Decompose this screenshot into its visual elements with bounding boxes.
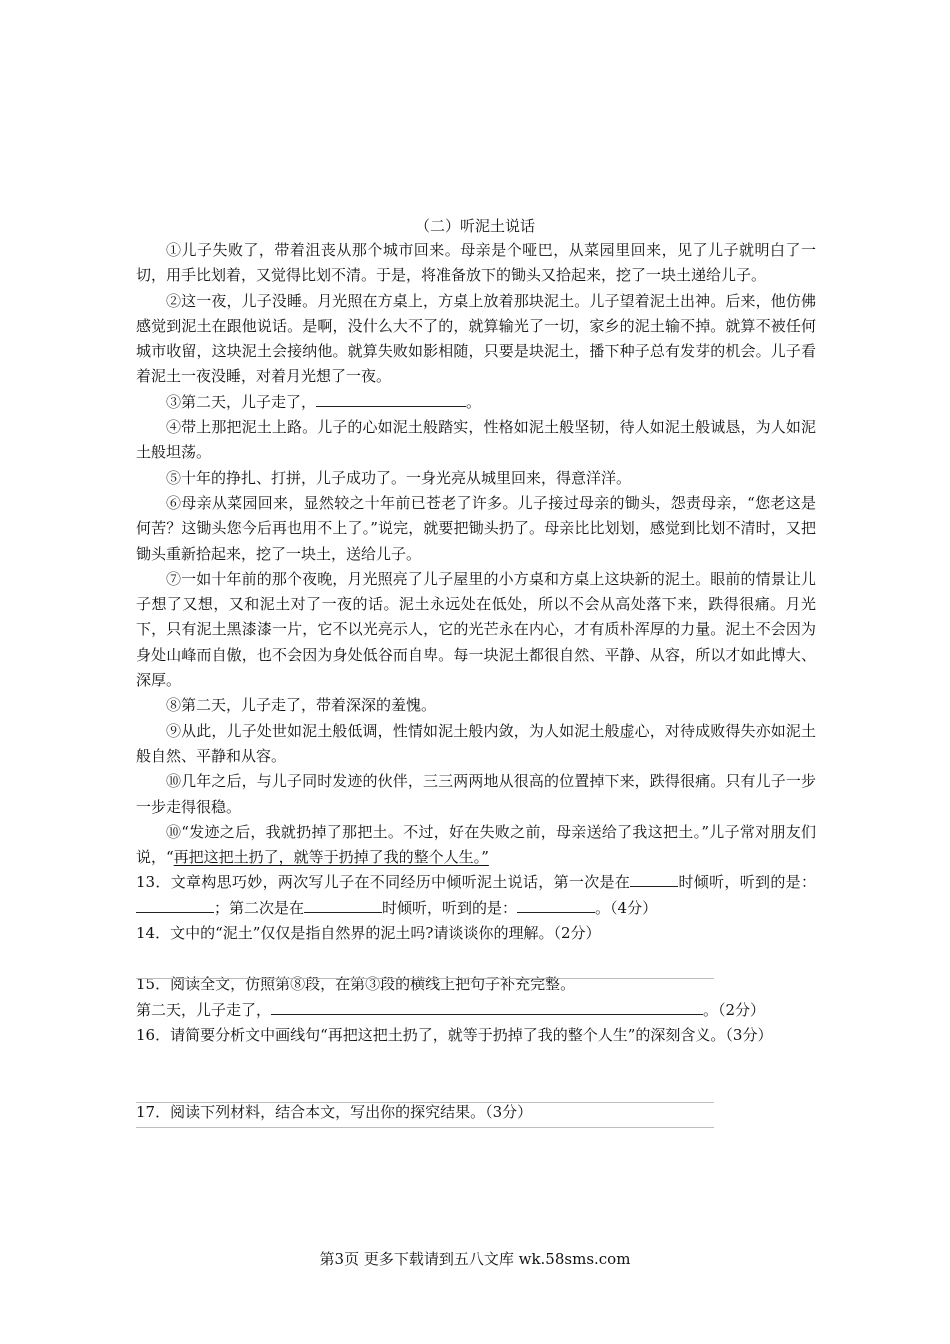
paragraph-7: ⑦一如十年前的那个夜晚，月光照亮了儿子屋里的小方桌和方桌上这块新的泥土。眼前的情景让儿子想了又想，又和泥土对了一夜的话。泥土永远处在低处，所以不会从高处落下来，跌得很痛。月光下，只有泥土黑漆漆一片，它不以光亮示人，它的光芒永在内心，才有质朴浑厚的力量。泥土不会因为身处山峰而自傲，也不会因为身处低谷而自卑。每一块泥土都很自然、平静、从容，所以才如此博大、深厚。: [136, 569, 816, 690]
paragraph-6: ⑥母亲从菜园回来，显然较之十年前已苍老了许多。儿子接过母亲的锄头，怨责母亲，“您老这是何苦？这锄头您今后再也用不上了。”说完，就要把锄头扔了。母亲比比划划，感觉到比划不清时，又把锄头重新拾起来，挖了一块土，送给儿子。: [136, 493, 816, 563]
page-footer: 第3页 更多下载请到五八文库 wk.58sms.com: [319, 1250, 631, 1268]
paragraph-10: ⑩几年之后，与儿子同时发迹的伙伴，三三两两地从很高的位置掉下来，跌得很痛。只有儿子一步一步走得很稳。: [136, 772, 816, 816]
paragraph-3: [136, 390, 816, 415]
question-13-text-d: 时倾听，听到的是：: [382, 898, 518, 917]
paragraph-11-close-quote: ”: [481, 848, 489, 867]
question-13-text-a: 13．文章构思巧妙，两次写儿子在不同经历中倾听泥土说话，第一次是在: [136, 873, 631, 892]
paragraph-11: [136, 820, 816, 871]
question-15-blank[interactable]: [271, 1000, 703, 1015]
answer-line-q16-1[interactable]: [136, 1102, 714, 1103]
answer-line-q14[interactable]: [136, 978, 714, 979]
question-13-blank-1[interactable]: [630, 872, 678, 887]
section-title: （二）听泥土说话: [414, 217, 535, 235]
question-17: 17．阅读下列材料，结合本文，写出你的探究结果。（3分）: [136, 1103, 533, 1122]
paragraph-3-blank[interactable]: [316, 392, 466, 407]
paragraph-11-text: ⑩“发迹之后，我就扔掉了那把土。不过，好在失败之前，母亲送给了我这把土。”儿子常对朋友们说，“: [136, 822, 816, 867]
question-13-blank-3[interactable]: [304, 898, 382, 913]
question-15-prefix: 第二天，儿子走了，: [136, 1000, 272, 1019]
paragraph-2: ②这一夜，儿子没睡。月光照在方桌上，方桌上放着那块泥土。儿子望着泥土出神。后来，他仿佛感觉到泥土在跟他说话。是啊，没什么大不了的，就算输光了一切，家乡的泥土输不掉。就算不被任何城市收留，这块泥土会接纳他。就算失败如影相随，只要是块泥土，播下种子总有发芽的机会。儿子看着泥土一夜没睡，对着月光想了一夜。: [136, 291, 816, 386]
paragraph-8: ⑧第二天，儿子走了，带着深深的羞愧。: [166, 696, 437, 715]
underlined-sentence: 再把这把土扔了，就等于扔掉了我的整个人生。: [173, 848, 482, 867]
answer-line-q16-2[interactable]: [136, 1127, 714, 1128]
question-13-blank-2[interactable]: [136, 898, 214, 913]
question-15-suffix: 。（2分）: [703, 1000, 766, 1019]
paragraph-4: ④带上那把泥土上路。儿子的心如泥土般踏实，性格如泥土般坚韧，待人如泥土般诚恳，为人如泥土般坦荡。: [136, 418, 816, 462]
passage-body: [136, 238, 816, 1126]
paragraph-9: ⑨从此，儿子处世如泥土般低调，性情如泥土般内敛，为人如泥土般虚心，对待成败得失亦如泥土般自然、平静和从容。: [136, 721, 816, 765]
question-15: 15．阅读全文，仿照第⑧段，在第③段的横线上把句子补充完整。: [136, 975, 576, 994]
question-14: 14．文中的“泥土”仅仅是指自然界的泥土吗?请谈谈你的理解。（2分）: [136, 924, 601, 943]
paragraph-1: ①儿子失败了，带着沮丧从那个城市回来。母亲是个哑巴，从菜园里回来，见了儿子就明白了一切，用手比划着，又觉得比划不清。于是，将准备放下的锄头又拾起来，挖了一块土递给儿子。: [136, 241, 816, 285]
paragraph-3-text: ③第二天，儿子走了，: [166, 392, 317, 411]
question-13-text-b: 时倾听，听到的是：: [678, 873, 816, 892]
question-15-fill: [136, 998, 816, 1023]
question-13-blank-4[interactable]: [517, 898, 595, 913]
question-13-text-c: ；第二次是在: [214, 898, 305, 917]
question-13: [136, 870, 816, 921]
paragraph-3-end: 。: [466, 392, 482, 411]
question-13-text-e: 。（4分）: [595, 898, 658, 917]
question-16: 16．请简要分析文中画线句“再把这把土扔了，就等于扔掉了我的整个人生”的深刻含义。（3分）: [136, 1025, 773, 1044]
paragraph-5: ⑤十年的挣扎、打拼，儿子成功了。一身光亮从城里回来，得意洋洋。: [166, 468, 632, 487]
